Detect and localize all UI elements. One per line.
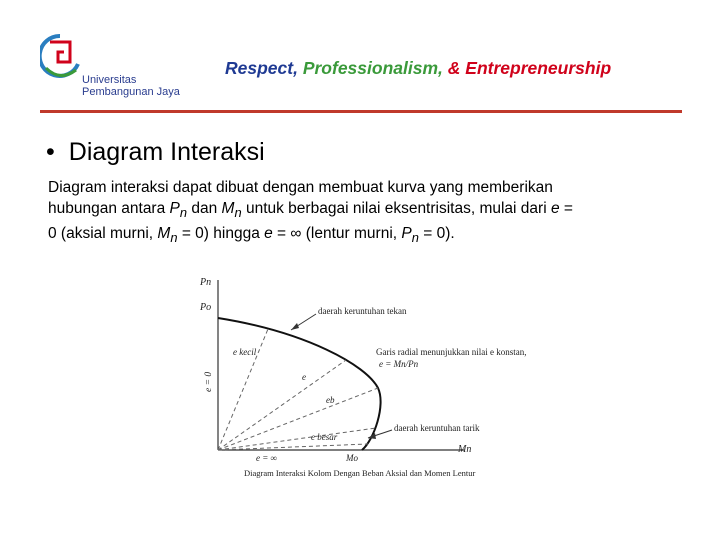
para-text: 0 (aksial murni, bbox=[48, 225, 158, 243]
po-label: Po bbox=[200, 302, 212, 313]
crush-region-label: daerah keruntuhan tekan bbox=[318, 306, 407, 316]
interaction-diagram bbox=[196, 270, 556, 485]
motto-respect: Respect, bbox=[225, 58, 298, 78]
motto-entrepreneurship: & Entrepreneurship bbox=[447, 58, 612, 78]
bullet-icon: • bbox=[46, 138, 55, 166]
logo-mark-icon bbox=[40, 34, 80, 84]
para-text: hubungan antara bbox=[48, 200, 170, 217]
radial-note-line2: e = Mn/Pn bbox=[379, 359, 419, 369]
para-text: = 0). bbox=[418, 225, 455, 243]
slide-title bbox=[46, 138, 265, 167]
logo-text-line2: Pembangunan Jaya bbox=[82, 86, 180, 98]
motto-professionalism: Professionalism, bbox=[302, 58, 443, 78]
para-line1: Diagram interaksi dapat dibuat dengan membuat kurva yang memberikan bbox=[48, 179, 553, 196]
var-sub: n bbox=[170, 230, 178, 246]
university-logo bbox=[40, 34, 190, 98]
diagram-caption: Diagram Interaksi Kolom Dengan Beban Aksial dan Momen Lentur bbox=[244, 468, 476, 478]
eb-label: eb bbox=[326, 395, 335, 405]
e-large-label: e besar bbox=[311, 432, 338, 442]
crush-arrowhead bbox=[291, 323, 299, 330]
mo-label: Mo bbox=[346, 453, 358, 463]
header-divider bbox=[40, 110, 682, 113]
para-text: untuk berbagai nilai eksentrisitas, mulai dari bbox=[241, 200, 551, 217]
x-axis-label: Mn bbox=[458, 444, 472, 455]
radial-note-line1: Garis radial menunjukkan nilai e konstan, bbox=[376, 347, 527, 357]
para-text: = ∞ (lentur murni, bbox=[272, 225, 402, 243]
para-text: dan bbox=[187, 200, 222, 217]
tension-region-label: daerah keruntuhan tarik bbox=[394, 423, 480, 433]
var-e: e bbox=[550, 200, 560, 217]
var-e: e bbox=[264, 225, 273, 243]
y-axis-label: Pn bbox=[200, 277, 212, 288]
para-text: = bbox=[559, 200, 573, 217]
para-text: = 0) hingga bbox=[177, 225, 265, 243]
e-infinity-label: e = ∞ bbox=[256, 453, 277, 463]
e-small-label: e kecil bbox=[233, 347, 257, 357]
var-sub: n bbox=[411, 230, 419, 246]
var-m: M bbox=[157, 225, 171, 243]
interaction-curve bbox=[218, 318, 381, 450]
slide-title-text: Diagram Interaksi bbox=[68, 138, 265, 166]
var-p: P bbox=[169, 200, 180, 217]
e-label: e bbox=[302, 372, 306, 382]
intro-paragraph bbox=[48, 177, 688, 248]
motto bbox=[225, 58, 611, 79]
var-sub: n bbox=[179, 205, 188, 221]
e-zero-label: e = 0 bbox=[204, 371, 214, 392]
tension-arrowhead bbox=[368, 433, 376, 439]
var-p: P bbox=[401, 225, 412, 243]
logo-text-line1: Universitas bbox=[82, 74, 137, 86]
var-sub: n bbox=[234, 205, 242, 221]
var-m: M bbox=[221, 200, 235, 217]
